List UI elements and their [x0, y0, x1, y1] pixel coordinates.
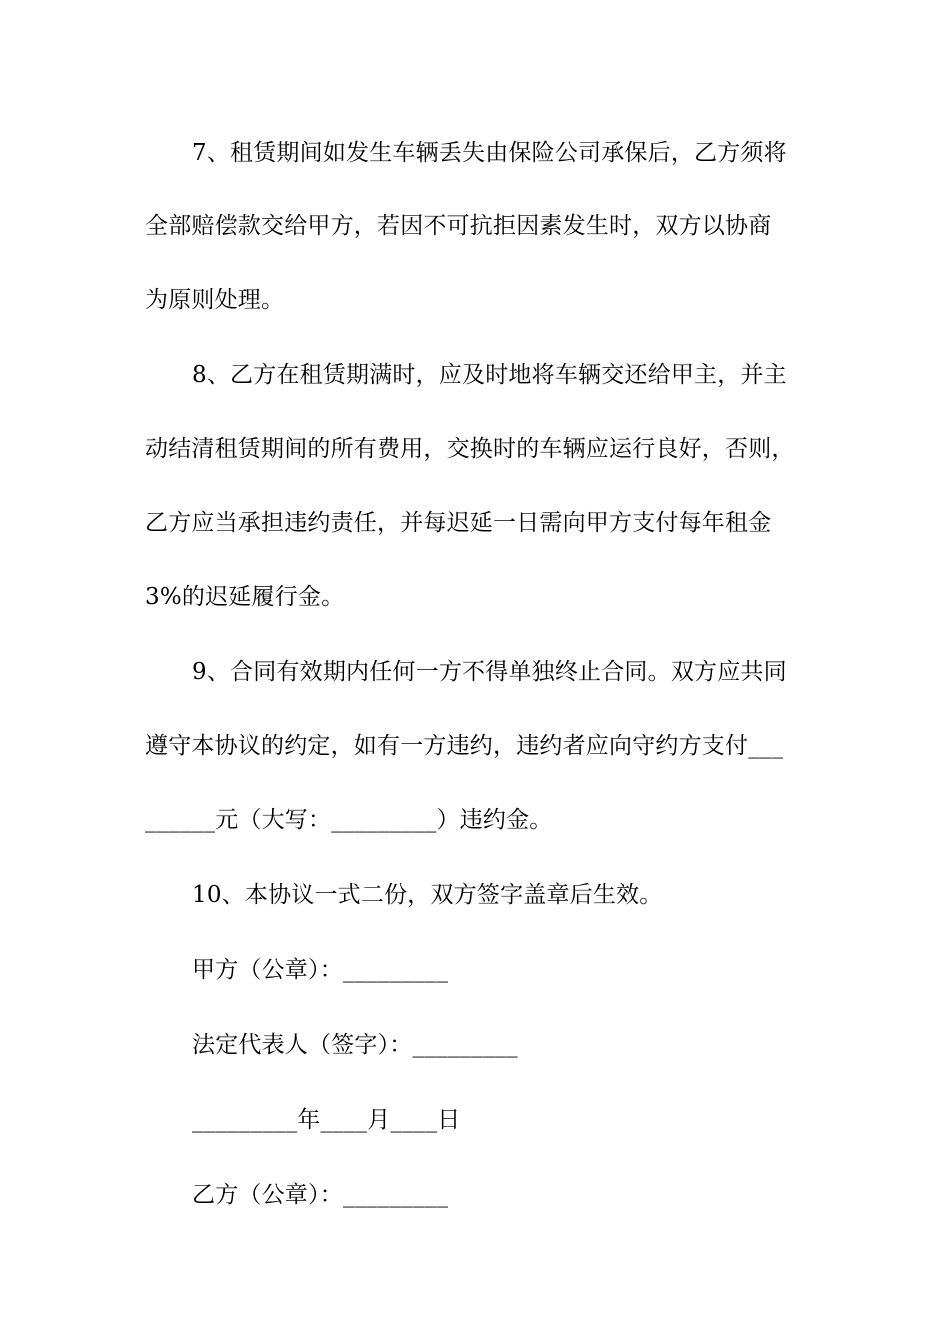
party-b-seal-line: 乙方（公章）：_________ — [192, 1182, 449, 1208]
clause-9-line-3: ______元（大写：_________）违约金。 — [145, 807, 553, 833]
clause-8-line-1: 8、乙方在租赁期满时，应及时地将车辆交还给甲主，并主 — [192, 362, 787, 388]
date-line: _________年____月____日 — [192, 1107, 461, 1133]
clause-8-line-3: 乙方应当承担违约责任，并每迟延一日需向甲方支付每年租金 — [145, 510, 772, 536]
legal-representative-line: 法定代表人（签字）：_________ — [192, 1032, 518, 1058]
clause-8-line-4: 3%的迟延履行金。 — [145, 584, 345, 610]
clause-9-line-2: 遵守本协议的约定，如有一方违约，违约者应向守约方支付___ — [145, 733, 784, 759]
clause-7-line-3: 为原则处理。 — [145, 287, 285, 313]
clause-8-line-2: 动结清租赁期间的所有费用，交换时的车辆应运行良好，否则， — [145, 436, 795, 462]
party-a-seal-line: 甲方（公章）：_________ — [192, 957, 449, 983]
clause-10: 10、本协议一式二份，双方签字盖章后生效。 — [192, 882, 663, 908]
clause-9-line-1: 9、合同有效期内任何一方不得单独终止合同。双方应共同 — [192, 659, 787, 685]
clause-7-line-1: 7、租赁期间如发生车辆丢失由保险公司承保后，乙方须将 — [192, 140, 787, 166]
clause-7-line-2: 全部赔偿款交给甲方，若因不可抗拒因素发生时，双方以协商 — [145, 213, 772, 239]
